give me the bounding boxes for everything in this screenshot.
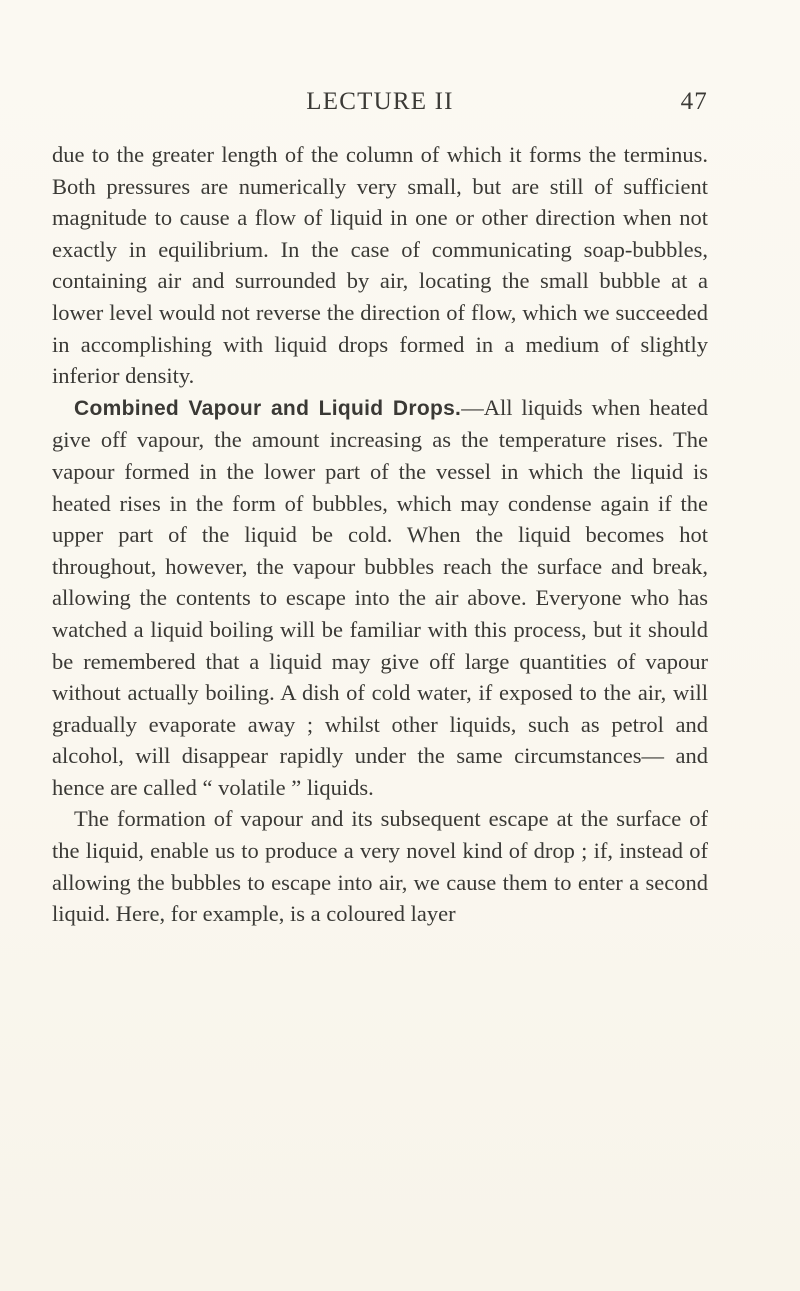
section-heading: Combined Vapour and Liquid Drops. bbox=[74, 396, 462, 420]
paragraph-continuation: due to the greater length of the column of which it forms the terminus. Both pressures are numerically very small, but are still of sufficient magnitude to cause a flow of liquid in one or other direction when not exactly in equilibrium. In the case of communicating soap-bubbles, containing air and surrounded by air, locating the small bubble at a lower level would not reverse the direction of flow, which we succeeded in accomplishing with liquid drops formed in a medium of slightly inferior density. bbox=[52, 142, 708, 389]
page-number: 47 bbox=[680, 88, 708, 115]
paragraph-text: —All liquids when heated give off vapour, the amount increasing as the temperature rises. The vapour formed in the lower part of the vessel in which the liquid is heated rises in the form of bubbles, which may condense again if the upper part of the liquid be cold. When the liquid becomes hot throughout, however, the vapour bubbles reach the surface and break, allowing the contents to escape into the air above. Everyone who has watched a liquid boiling will be familiar with this process, but it should be remembered that a liquid may give off large quantities of vapour without actually boiling. A dish of cold water, if exposed to the air, will gradually evaporate away ; whilst other liquids, such as petrol and alcohol, will disappear rapidly under the same circumstances— and hence are called “ volatile ” liquids. bbox=[52, 394, 708, 800]
paragraph-vapour-formation: The formation of vapour and its subsequent escape at the surface of the liquid, enable us to produce a very novel kind of drop ; if, instead of allowing the bubbles to escape into air, we cause them to enter a second liquid. Here, for example, is a coloured layer bbox=[52, 806, 708, 927]
chapter-title: LECTURE II bbox=[306, 88, 454, 115]
body-text bbox=[52, 139, 708, 930]
running-head bbox=[52, 88, 708, 118]
paragraph-combined-drops bbox=[52, 392, 708, 804]
